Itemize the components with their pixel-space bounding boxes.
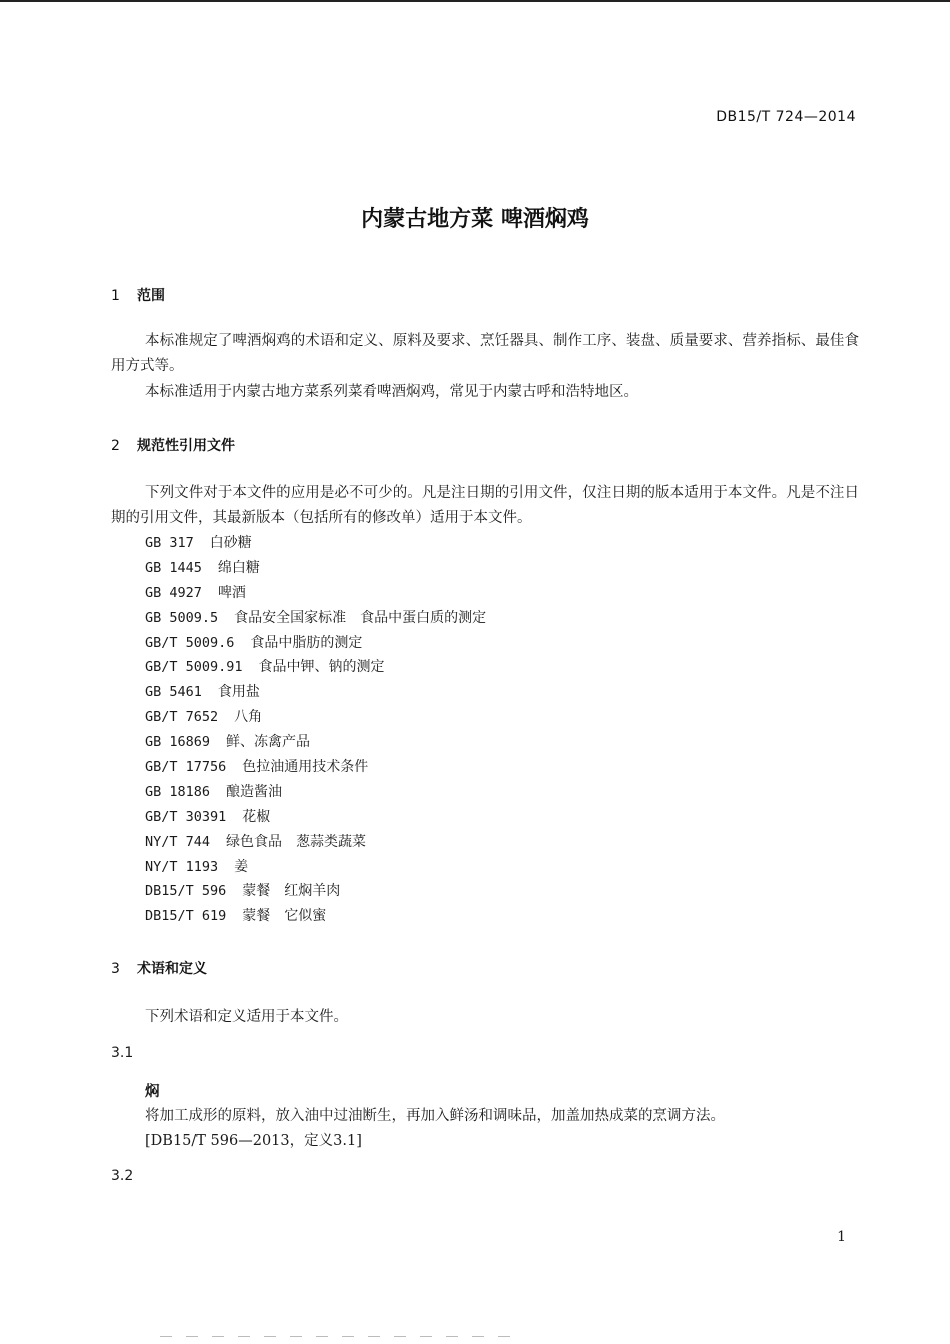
reference-code: GB/T 7652 — [145, 709, 219, 726]
term-definition: 将加工成形的原料，放入油中过油断生，再加入鲜汤和调味品，加盖加热成菜的烹调方法。 — [145, 1108, 725, 1124]
reference-item — [145, 904, 486, 929]
reference-item — [145, 705, 486, 730]
reference-code: GB 16869 — [145, 734, 211, 751]
section-title: 范围 — [137, 288, 165, 304]
section-title: 术语和定义 — [137, 961, 207, 977]
reference-code: NY/T 744 — [145, 833, 211, 850]
section-3-heading — [111, 958, 207, 978]
section-1-heading — [111, 285, 165, 305]
references-intro: 下列文件对于本文件的应用是必不可少的。凡是注日期的引用文件，仅注日期的版本适用于本文件。凡是不注日期的引用文件，其最新版本（包括所有的修改单）适用于本文件。 — [111, 485, 859, 526]
reference-code: GB 4927 — [145, 584, 202, 601]
scan-edge — [0, 0, 950, 2]
reference-item — [145, 680, 486, 705]
reference-title: 姜 — [234, 858, 249, 875]
reference-item — [145, 631, 486, 656]
reference-title: 色拉油通用技术条件 — [242, 759, 369, 776]
reference-item — [145, 805, 486, 830]
reference-title: 八角 — [234, 709, 263, 726]
reference-code: GB 5461 — [145, 684, 202, 701]
section-number: 1 — [111, 288, 120, 304]
terms-intro: 下列术语和定义适用于本文件。 — [145, 1009, 348, 1025]
section-2-heading — [111, 435, 235, 455]
reference-title: 蒙餐 红焖羊肉 — [242, 883, 341, 900]
reference-item — [145, 531, 486, 556]
reference-title: 白砂糖 — [209, 535, 252, 551]
reference-title: 花椒 — [242, 808, 271, 825]
reference-item — [145, 855, 486, 880]
reference-code: GB 5009.5 — [145, 609, 219, 626]
section-number: 3 — [111, 961, 120, 977]
reference-title: 食用盐 — [217, 684, 260, 701]
standard-number: DB15/T 724—2014 — [716, 109, 856, 125]
reference-title: 绿色食品 葱蒜类蔬菜 — [226, 833, 367, 850]
reference-title: 食品安全国家标准 食品中蛋白质的测定 — [234, 609, 487, 626]
reference-code: GB 317 — [145, 535, 194, 551]
reference-item — [145, 730, 486, 755]
reference-title: 食品中脂肪的测定 — [250, 634, 363, 651]
section-number: 2 — [111, 438, 120, 454]
reference-code: GB/T 30391 — [145, 808, 227, 825]
term-name: 焖 — [145, 1083, 160, 1100]
clause-number: 3.2 — [111, 1168, 134, 1184]
reference-list — [145, 531, 486, 929]
reference-item — [145, 830, 486, 855]
scope-paragraph-2: 本标准适用于内蒙古地方菜系列菜肴啤酒焖鸡，常见于内蒙古呼和浩特地区。 — [145, 384, 638, 400]
section-title: 规范性引用文件 — [137, 438, 235, 454]
reference-item — [145, 780, 486, 805]
reference-title: 鲜、冻禽产品 — [226, 734, 311, 751]
reference-code: GB/T 17756 — [145, 759, 227, 776]
reference-item — [145, 879, 486, 904]
reference-title: 食品中钾、钠的测定 — [258, 659, 385, 676]
reference-item — [145, 606, 486, 631]
reference-code: GB 1445 — [145, 559, 202, 576]
reference-code: DB15/T 596 — [145, 883, 227, 900]
reference-code: GB/T 5009.6 — [145, 634, 235, 651]
reference-item — [145, 556, 486, 581]
page-number: 1 — [837, 1229, 846, 1245]
reference-item — [145, 581, 486, 606]
reference-code: GB/T 5009.91 — [145, 659, 243, 676]
document-title: 内蒙古地方菜 啤酒焖鸡 — [361, 207, 589, 232]
clause-number: 3.1 — [111, 1045, 134, 1061]
reference-title: 啤酒 — [217, 584, 246, 601]
reference-title: 绵白糖 — [217, 559, 260, 576]
reference-title: 蒙餐 它似蜜 — [242, 908, 327, 925]
term-source: [DB15/T 596—2013，定义3.1] — [145, 1133, 362, 1149]
scope-paragraph-1: 本标准规定了啤酒焖鸡的术语和定义、原料及要求、烹饪器具、制作工序、装盘、质量要求、营养指标、最佳食用方式等。 — [111, 333, 859, 374]
reference-code: GB 18186 — [145, 783, 211, 800]
scan-artifact — [160, 1336, 520, 1337]
reference-code: DB15/T 619 — [145, 908, 227, 925]
reference-code: NY/T 1193 — [145, 858, 219, 875]
reference-title: 酿造酱油 — [226, 783, 283, 800]
reference-item — [145, 655, 486, 680]
reference-item — [145, 755, 486, 780]
